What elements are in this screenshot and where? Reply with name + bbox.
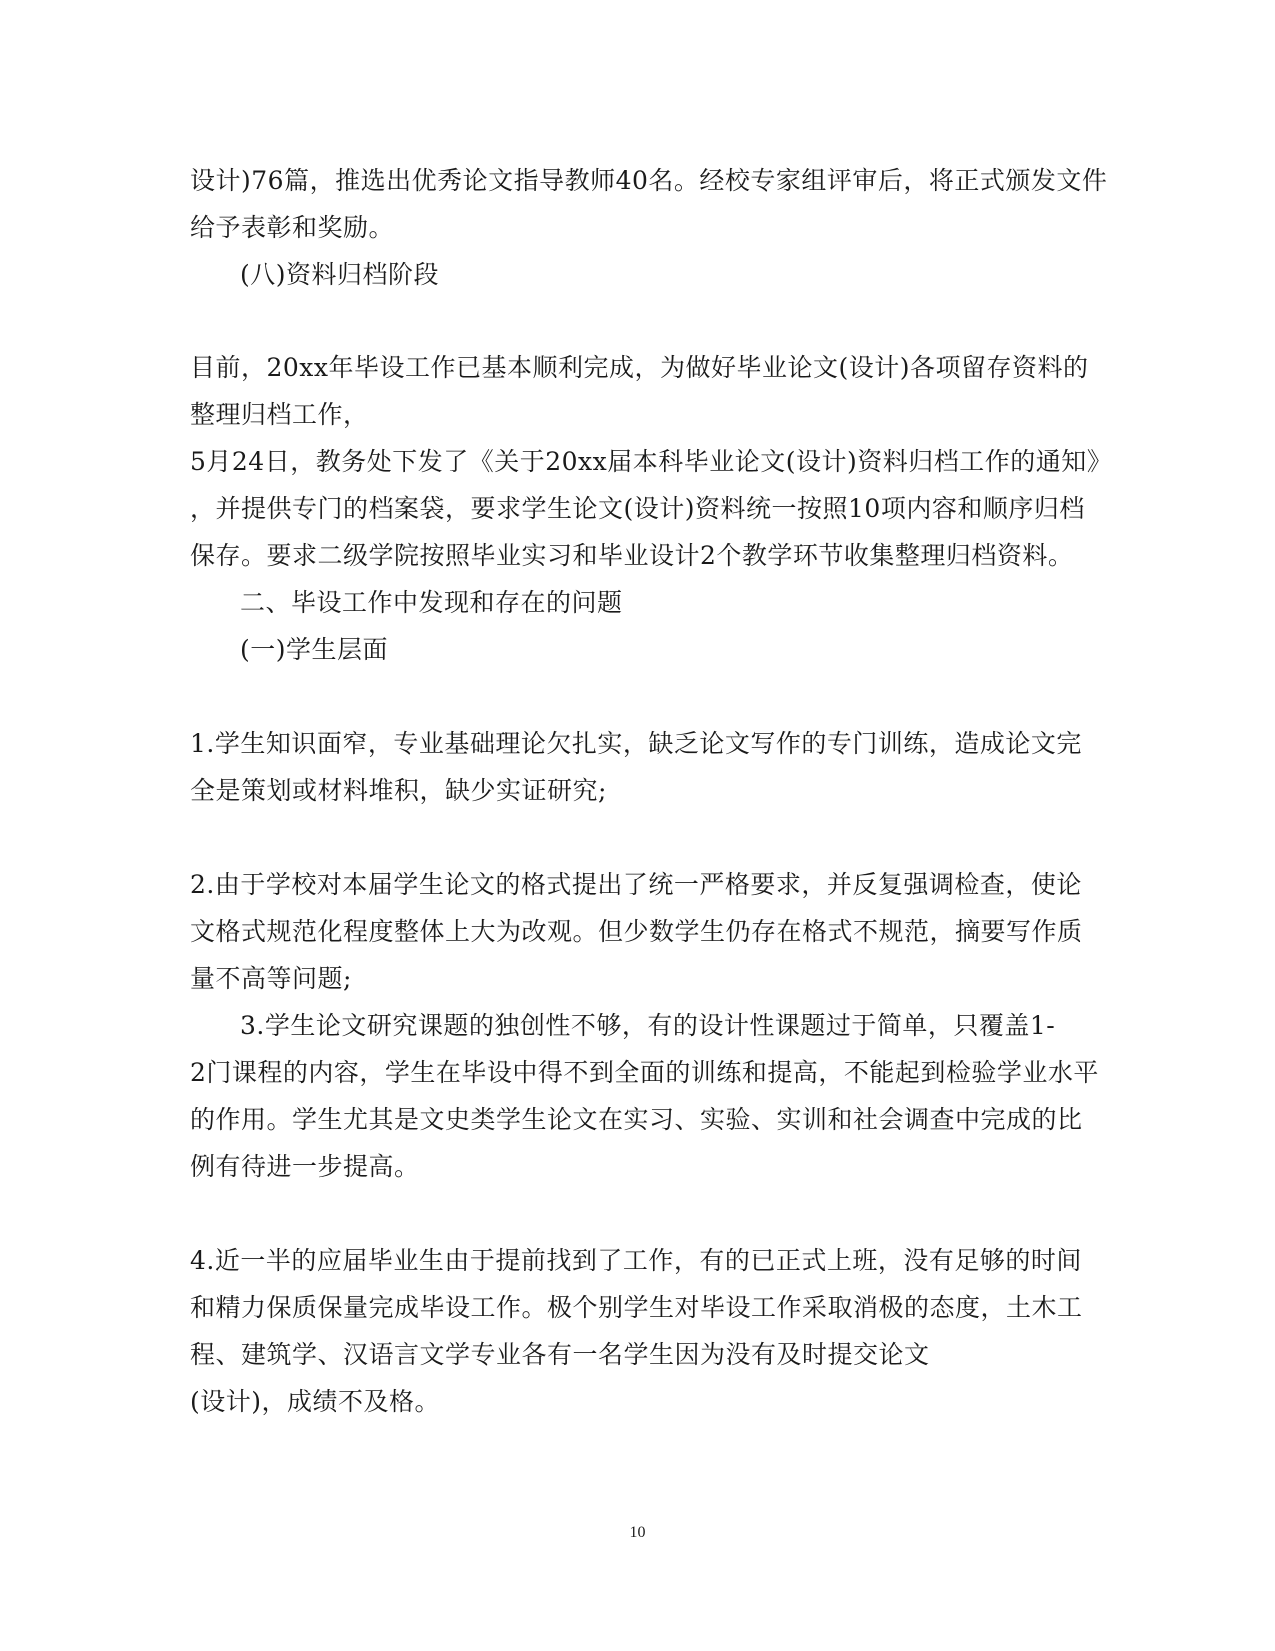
- text-line: 和精力保质保量完成毕设工作。极个别学生对毕设工作采取消极的态度，土木工: [190, 1293, 1083, 1322]
- section-heading: (一)学生层面: [240, 635, 389, 664]
- text-line: 4.近一半的应届毕业生由于提前找到了工作，有的已正式上班，没有足够的时间: [190, 1246, 1082, 1275]
- text-line: 1.学生知识面窄，专业基础理论欠扎实，缺乏论文写作的专门训练，造成论文完: [190, 729, 1082, 758]
- text-line: 的作用。学生尤其是文史类学生论文在实习、实验、实训和社会调查中完成的比: [190, 1105, 1083, 1134]
- text-line: 整理归档工作，: [190, 400, 369, 429]
- text-line: ，并提供专门的档案袋，要求学生论文(设计)资料统一按照10项内容和顺序归档: [190, 494, 1085, 523]
- text-line: 2.由于学校对本届学生论文的格式提出了统一严格要求，并反复强调检查，使论: [190, 870, 1082, 899]
- text-line: 例有待进一步提高。: [190, 1152, 420, 1181]
- text-line: 文格式规范化程度整体上大为改观。但少数学生仍存在格式不规范，摘要写作质: [190, 917, 1083, 946]
- text-line: 程、建筑学、汉语言文学专业各有一名学生因为没有及时提交论文: [190, 1340, 930, 1369]
- text-line: 设计)76篇，推选出优秀论文指导教师40名。经校专家组评审后，将正式颁发文件: [190, 166, 1108, 195]
- text-line: 2门课程的内容，学生在毕设中得不到全面的训练和提高，不能起到检验学业水平: [190, 1058, 1099, 1087]
- text-line: 5月24日，教务处下发了《关于20xx届本科毕业论文(设计)资料归档工作的通知》: [190, 447, 1113, 476]
- text-line: 给予表彰和奖励。: [190, 213, 395, 242]
- text-line: (设计)，成绩不及格。: [190, 1387, 441, 1416]
- text-line: 目前，20xx年毕设工作已基本顺利完成，为做好毕业论文(设计)各项留存资料的: [190, 353, 1089, 382]
- text-line: 3.学生论文研究课题的独创性不够，有的设计性课题过于简单，只覆盖1-: [240, 1011, 1056, 1040]
- section-heading: 二、毕设工作中发现和存在的问题: [240, 588, 623, 617]
- section-heading: (八)资料归档阶段: [240, 260, 440, 289]
- text-line: 量不高等问题;: [190, 964, 352, 993]
- page-number: 10: [629, 1524, 646, 1541]
- text-line: 全是策划或材料堆积，缺少实证研究;: [190, 776, 607, 805]
- text-line: 保存。要求二级学院按照毕业实习和毕业设计2个教学环节收集整理归档资料。: [190, 541, 1074, 570]
